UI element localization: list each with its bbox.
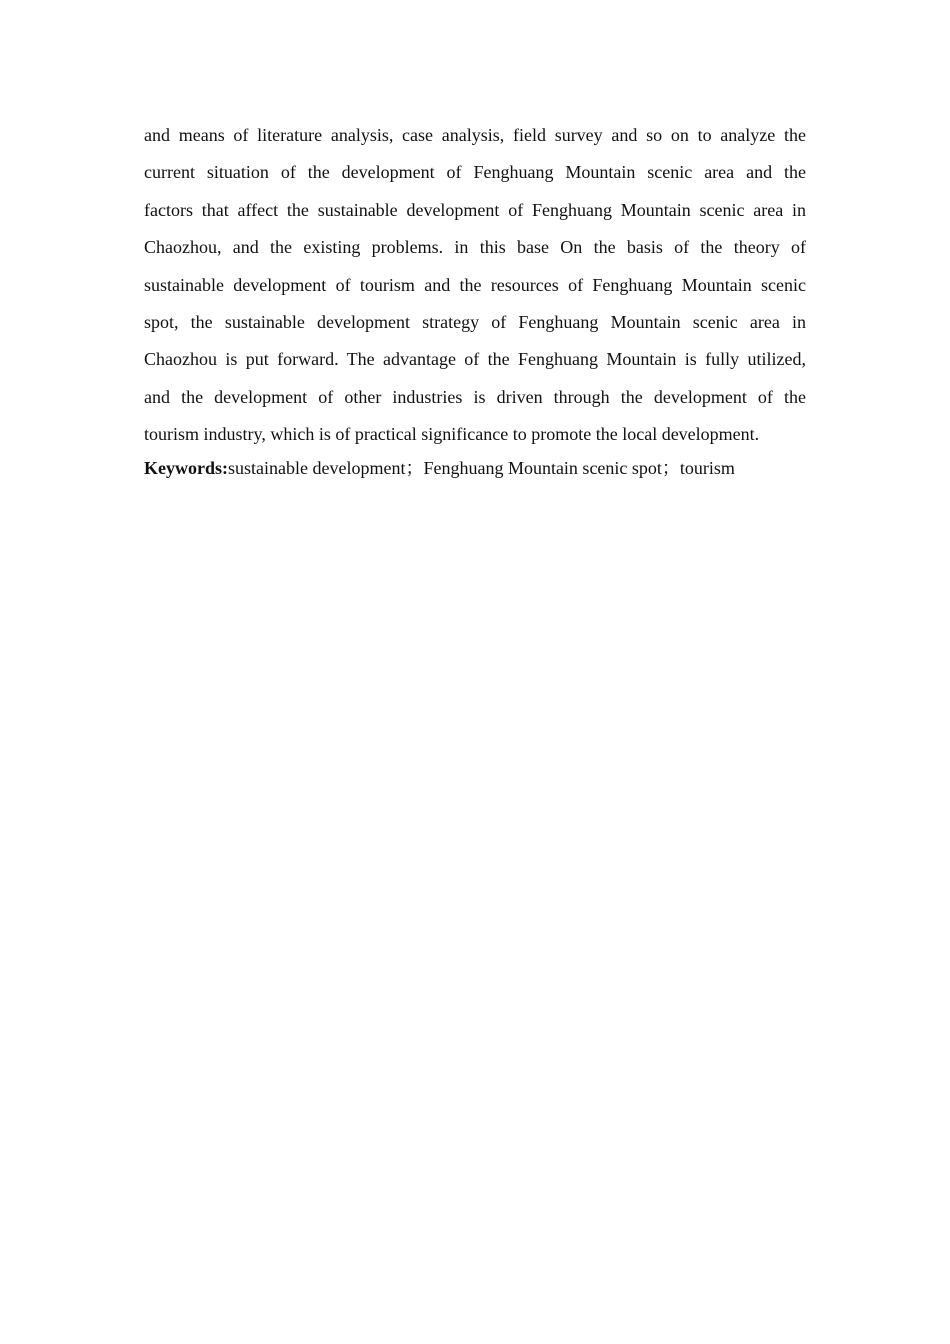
abstract-line: and the development of other industries is driven through the development of the xyxy=(144,386,806,407)
abstract-line: Chaozhou, and the existing problems. in this base On the basis of the theory of xyxy=(144,237,806,258)
keywords-label: Keywords: xyxy=(144,457,228,478)
abstract-line: sustainable development of tourism and the resources of Fenghuang Mountain scenic xyxy=(144,274,806,295)
abstract-body xyxy=(144,117,806,485)
abstract-line: current situation of the development of Fenghuang Mountain scenic area and the xyxy=(144,162,806,183)
abstract-line: tourism industry, which is of practical significance to promote the local development. xyxy=(144,424,760,445)
abstract-line: factors that affect the sustainable development of Fenghuang Mountain scenic area in xyxy=(144,199,806,220)
abstract-line: spot, the sustainable development strategy of Fenghuang Mountain scenic area in xyxy=(144,311,806,332)
abstract-line: and means of literature analysis, case analysis, field survey and so on to analyze the xyxy=(144,125,806,145)
keywords-text: sustainable development；Fenghuang Mountain scenic spot；tourism xyxy=(228,457,735,478)
abstract-line: Chaozhou is put forward. The advantage of the Fenghuang Mountain is fully utilized, xyxy=(144,349,806,370)
keywords-line xyxy=(144,451,806,485)
